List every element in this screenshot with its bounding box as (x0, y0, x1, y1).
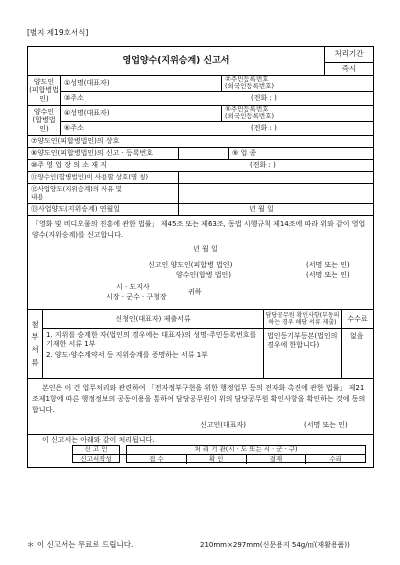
transferor-phone[interactable]: (전화 : ) (251, 94, 277, 102)
location-row[interactable] (28, 160, 373, 172)
process-step-accept: 수리 (305, 455, 365, 464)
transferor-address-field[interactable]: ③주소 (64, 94, 84, 102)
consent-text: 본인은 이 건 업무처리와 관련하여 「전자정부구현을 위한 행정업무 등의 전자화 촉진에 관한 법률」 제21조제1항에 따른 행정정보의 공동이용을 통하여 담당공무원이 위의 담당공무원 확인사항을 확인하는 것에 동의합니다. (32, 384, 366, 414)
addressee-suffix: 귀하 (188, 288, 202, 296)
trade-name-label: ⑦양도인(피합병법인)의 상호 (31, 137, 120, 146)
succession-trade-label: ⑪양수인(합병법인)이 사용할 상호(명 칭) (31, 172, 149, 181)
official-doc-item: 법인등기부등본(법인의 경우에 한합니다) (267, 332, 338, 349)
reg-number-label: ⑧양도인(피합병법인)의 신고 · 등록번호 (31, 149, 154, 158)
reg-number-field[interactable] (178, 148, 228, 159)
documents-block (28, 310, 373, 379)
side-char-4: 류 (31, 357, 39, 367)
date-label: ⑬사업양도(지위승계) 연월일 (31, 205, 121, 214)
addressee-line1: 시 · 도지사 (116, 283, 150, 291)
side-char-3: 서 (31, 345, 39, 354)
declaration-form (27, 46, 374, 468)
documents-side-label (28, 310, 42, 378)
fee-value: 없음 (350, 332, 364, 340)
process-write: 신고서작성 (80, 454, 112, 463)
declaration-block (28, 216, 373, 310)
reason-field[interactable] (178, 184, 373, 203)
transferee-block (28, 106, 373, 136)
consent-block (28, 379, 373, 435)
process-step-verify: 확 인 (186, 455, 246, 464)
official-docs-header: 담당공무원 확인사항(부동의하는 경우 해당 서류 제출) (264, 310, 341, 329)
doc-item-1: 1. 지위를 승계한 자(법인의 경우에는 대표자)의 성명·주민등록번호를 기재한 서류 1부 (46, 331, 257, 348)
form-number-label: [별지 제19호서식] (27, 28, 89, 37)
location-label: ⑩주 영 업 장 의 소 재 지 (31, 161, 107, 170)
side-char-1: 첨 (31, 319, 39, 329)
trade-name-row[interactable] (28, 136, 373, 148)
process-step-receive: 접 수 (149, 454, 164, 463)
date-value[interactable]: 년 월 일 (178, 204, 373, 215)
transferee-signature[interactable]: (서명 또는 인) (306, 271, 350, 279)
consent-signature[interactable]: (서명 또는 인) (304, 421, 348, 429)
process-agency-box (126, 445, 366, 463)
consent-signatory: 신고인(대표자) (200, 421, 247, 429)
transferor-name-field[interactable]: ①성명(대표자) (64, 79, 110, 87)
process-block (28, 435, 373, 467)
sign-date: 년 월 일 (193, 245, 218, 253)
transferor-label: 양도인 (피합병법인) (29, 78, 59, 103)
paper-spec: 210mm×297mm(신문용지 54g/㎡(재활용품)) (200, 541, 350, 549)
succession-trade-field[interactable] (178, 172, 373, 183)
transferee-label: 양수인 (합병법인) (32, 108, 56, 133)
addressee-line2: 시장 · 군수 · 구청장 (106, 293, 167, 301)
transferee-signatory: 양수인(합병 법인) (176, 271, 232, 279)
transferor-block (28, 76, 373, 106)
process-agency: 처 리 기 관(시 · 도 또는 시 · 군 · 구) (127, 446, 365, 455)
fee-header: 수수료 (342, 310, 373, 329)
transferor-signatory: 신고인 양도인(피합병 법인) (148, 261, 233, 269)
declaration-text: 「영화 및 비디오물의 진흥에 관한 법률」 제45조 또는 제63조, 동법 시행규칙 제14조에 따라 위와 같이 영업 양수(지위승계)를 신고합니다. (32, 220, 366, 239)
transferor-rrn-field[interactable]: ②주민등록번호 (외국인등록번호) (225, 75, 275, 90)
footer-note: ＊ 이 신고서는 무료로 드립니다. (27, 540, 134, 549)
doc-item-2: 2. 양도·양수계약서 등 지위승계를 증명하는 서류 1부 (46, 351, 208, 359)
form-title: 영업양수(지위승계) 신고서 (122, 55, 230, 66)
reg-number-row (28, 148, 373, 160)
business-type-field[interactable]: ⑨ 업 종 (228, 148, 373, 159)
process-step-approve: 결재 (246, 455, 306, 464)
date-row (28, 204, 373, 216)
process-applicant: 신 고 인 (73, 446, 119, 455)
processing-period (324, 47, 373, 75)
side-char-2: 부 (31, 332, 39, 342)
process-title: 이 신고서는 아래와 같이 처리됩니다. (42, 436, 155, 444)
title-row (28, 47, 373, 76)
succession-trade-row (28, 172, 373, 184)
applicant-docs-header: 신청인(대표자) 제출서류 (43, 310, 263, 329)
processing-period-label: 처리기간 (325, 47, 373, 63)
transferee-address-field[interactable]: ⑥주소 (64, 124, 84, 132)
process-applicant-box (72, 445, 120, 463)
transferee-rrn-field[interactable]: ⑤주민등록번호 (외국인등록번호) (225, 105, 275, 120)
transferor-signature[interactable]: (서명 또는 인) (306, 261, 350, 269)
transferee-name-field[interactable]: ④성명(대표자) (64, 109, 110, 117)
transferee-phone[interactable]: (전화 : ) (251, 124, 277, 132)
reason-row (28, 184, 373, 204)
reason-label: ⑫사업양도(지위승계)의 사유 및 내용 (31, 185, 123, 201)
location-phone: (전화 : ) (250, 161, 276, 170)
processing-period-value: 즉시 (341, 63, 357, 73)
